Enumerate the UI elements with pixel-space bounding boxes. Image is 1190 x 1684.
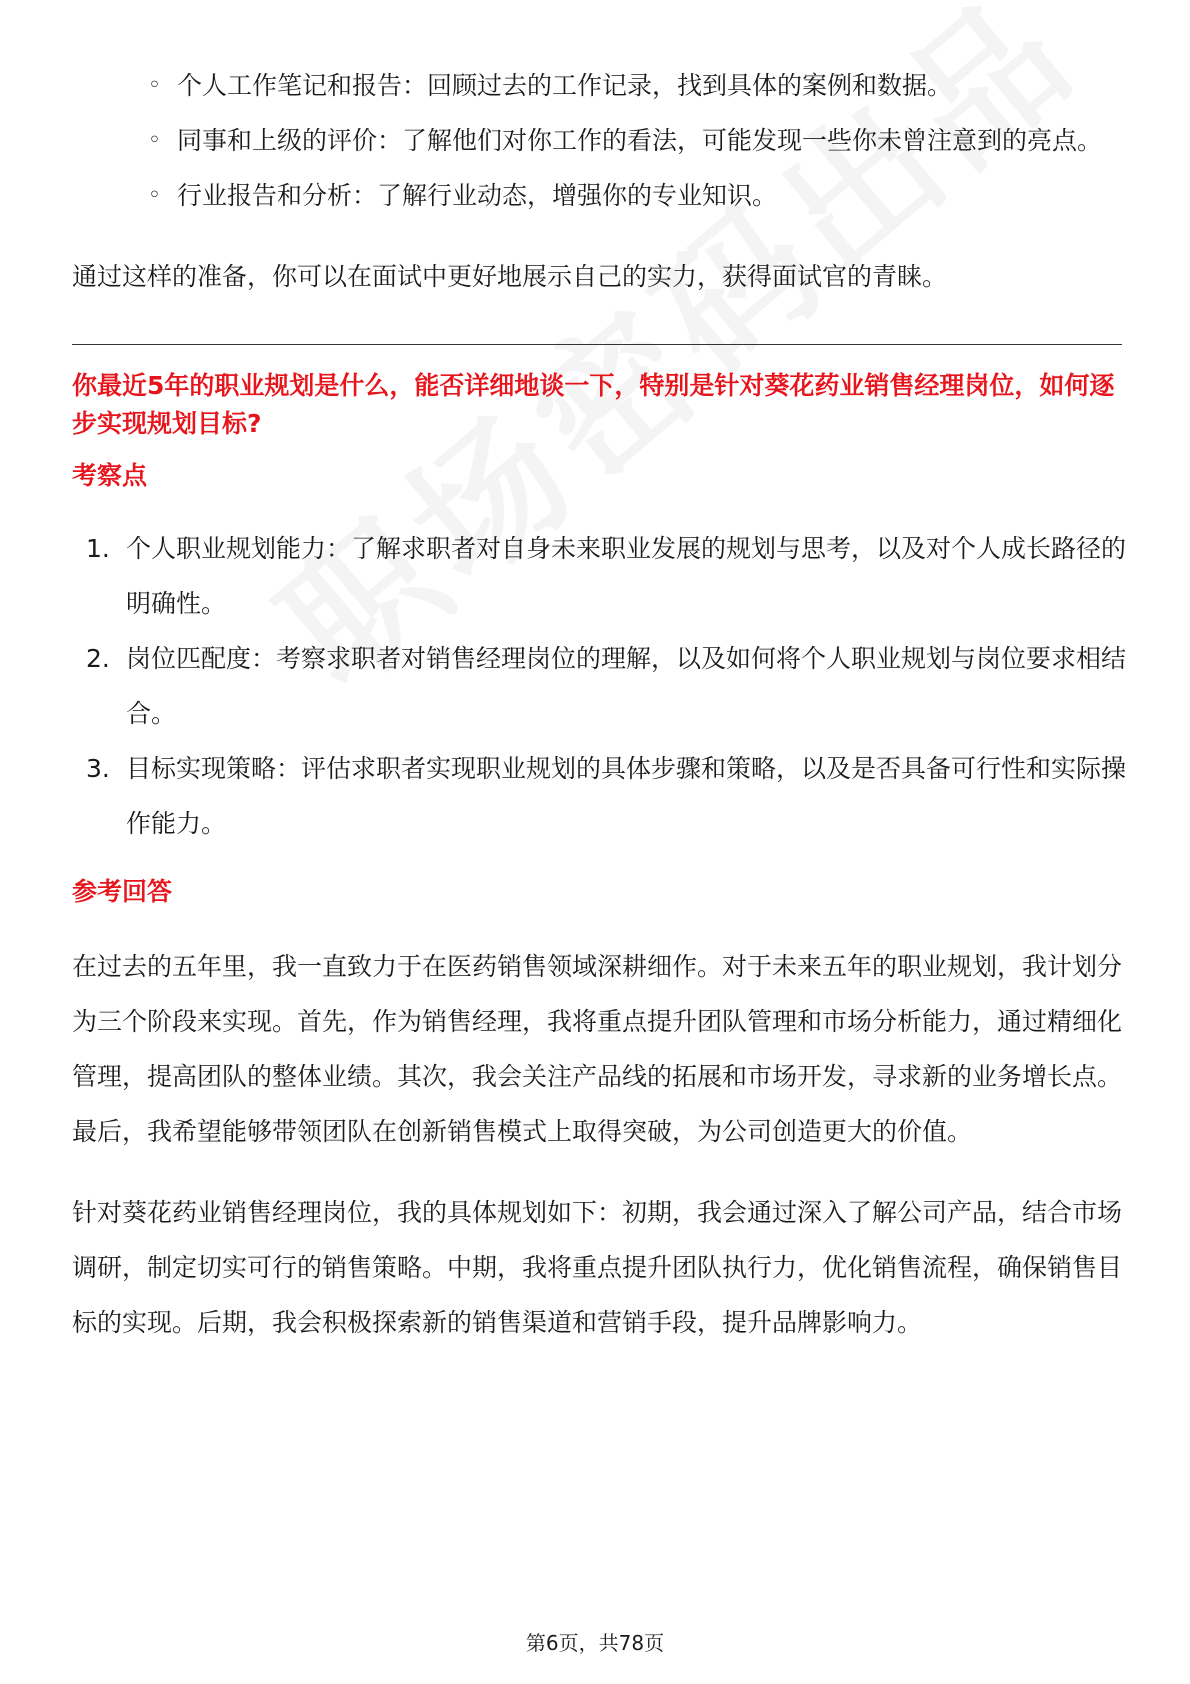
bullet-mark: ◦ bbox=[148, 183, 161, 208]
page-number: 第6页，共78页 bbox=[525, 1631, 665, 1655]
focus-point-text: 个人职业规划能力：了解求职者对自身未来职业发展的规划与思考，以及对个人成长路径的明确性。 bbox=[126, 534, 1127, 618]
section-divider bbox=[72, 344, 1122, 345]
bullet-text: 个人工作笔记和报告：回顾过去的工作记录，找到具体的案例和数据。 bbox=[177, 71, 953, 100]
focus-point-number: 2. bbox=[86, 644, 110, 673]
focus-section-title: 考察点 bbox=[72, 461, 148, 490]
focus-point bbox=[72, 521, 1126, 631]
answer-paragraph: 针对葵花药业销售经理岗位，我的具体规划如下：初期，我会通过深入了解公司产品，结合市场调研，制定切实可行的销售策略。中期，我将重点提升团队执行力，优化销售流程，确保销售目标的实现。后期，我会积极探索新的销售渠道和营销手段，提升品牌影响力。 bbox=[72, 1198, 1123, 1337]
focus-point-text: 岗位匹配度：考察求职者对销售经理岗位的理解，以及如何将个人职业规划与岗位要求相结合。 bbox=[126, 644, 1127, 728]
bullet-item bbox=[72, 113, 1187, 168]
bullet-mark: ◦ bbox=[148, 128, 161, 153]
answer-section-title: 参考回答 bbox=[72, 877, 173, 906]
interview-question: 你最近5年的职业规划是什么，能否详细地谈一下，特别是针对葵花药业销售经理岗位，如何逐步实现规划目标? bbox=[72, 371, 1115, 438]
bullet-text: 行业报告和分析：了解行业动态，增强你的专业知识。 bbox=[177, 181, 778, 210]
bullet-list bbox=[72, 58, 1122, 223]
closing-paragraph: 通过这样的准备，你可以在面试中更好地展示自己的实力，获得面试官的青睐。 bbox=[72, 262, 948, 291]
focus-point bbox=[72, 631, 1126, 741]
focus-point-text: 目标实现策略：评估求职者实现职业规划的具体步骤和策略，以及是否具备可行性和实际操作能力。 bbox=[126, 754, 1127, 838]
bullet-mark: ◦ bbox=[148, 73, 161, 98]
focus-points-list bbox=[72, 521, 1127, 851]
bullet-item bbox=[72, 168, 1187, 223]
bullet-item bbox=[72, 58, 1187, 113]
bullet-text: 同事和上级的评价：了解他们对你工作的看法，可能发现一些你未曾注意到的亮点。 bbox=[177, 126, 1103, 155]
answer-paragraph: 在过去的五年里，我一直致力于在医药销售领域深耕细作。对于未来五年的职业规划，我计划分为三个阶段来实现。首先，作为销售经理，我将重点提升团队管理和市场分析能力，通过精细化管理，提高团队的整体业绩。其次，我会关注产品线的拓展和市场开发，寻求新的业务增长点。最后，我希望能够带领团队在创新销售模式上取得突破，为公司创造更大的价值。 bbox=[72, 952, 1123, 1146]
page-content bbox=[72, 58, 1127, 1350]
focus-point bbox=[72, 741, 1126, 851]
focus-point-number: 3. bbox=[86, 754, 110, 783]
focus-point-number: 1. bbox=[86, 534, 110, 563]
